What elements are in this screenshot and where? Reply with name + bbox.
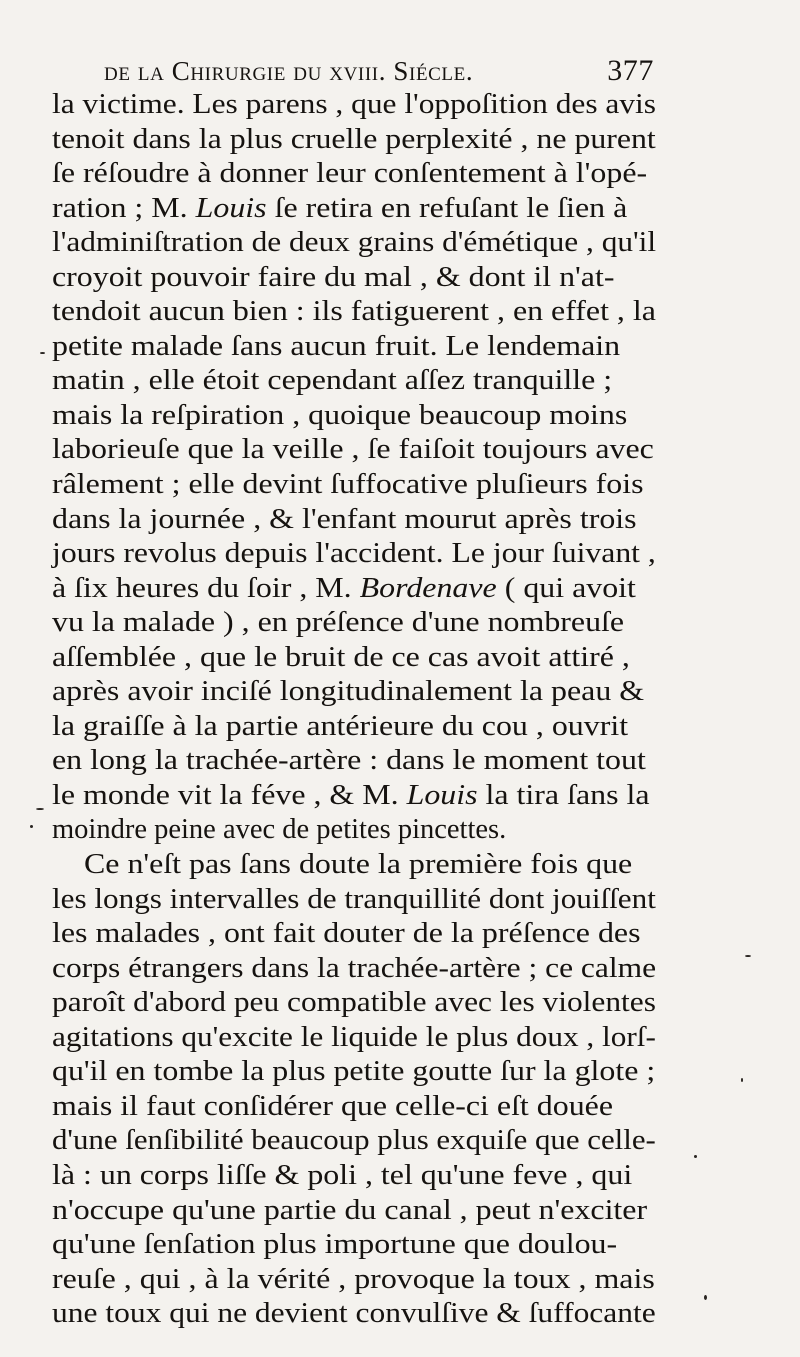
- text-line: Ce n'eſt pas ſans doute la première fois que: [84, 849, 633, 881]
- page-number: 377: [607, 54, 654, 87]
- paragraph-2: [52, 848, 662, 1332]
- text-line: matin , elle étoit cependant aſſez tranquille ;: [52, 365, 613, 397]
- paragraph-1: [52, 88, 662, 848]
- ink-speck: [694, 1155, 697, 1158]
- text-line: le monde vit la féve , & M. Louis la tira ſans la: [52, 779, 650, 811]
- text-line: petite malade ſans aucun fruit. Le lendemain: [52, 330, 621, 362]
- text-line: après avoir inciſé longitudinalement la peau &: [52, 676, 645, 708]
- text-line: en long la trachée-artère : dans le moment tout: [52, 745, 646, 777]
- text-line: l'adminiſtration de deux grains d'émétique , qu'il: [52, 227, 657, 259]
- ink-speck: [40, 352, 45, 354]
- text-line: mais la reſpiration , quoique beaucoup moins: [52, 399, 628, 431]
- text-line: ſe réſoudre à donner leur conſentement à l'opé-: [52, 158, 648, 190]
- text-line: corps étrangers dans la trachée-artère ; ce calme: [52, 952, 657, 984]
- text-line: une toux qui ne devient convulſive & ſuffocante: [52, 1298, 656, 1330]
- text-line: tendoit aucun bien : ils fatiguerent , en effet , la: [52, 296, 656, 328]
- text-line: là : un corps liſſe & poli , tel qu'une feve , qui: [52, 1159, 633, 1191]
- body-text: [52, 88, 662, 1332]
- text-line: reuſe , qui , à la vérité , provoque la toux , mais: [52, 1263, 655, 1295]
- text-line: ration ; M. Louis ſe retira en refuſant le ſien à: [52, 192, 628, 224]
- text-line: mais il faut conſidérer que celle-ci eſt douée: [52, 1090, 614, 1122]
- text-line: les longs intervalles de tranquillité dont jouiſſent: [52, 883, 656, 915]
- text-line: dans la journée , & l'enfant mourut après trois: [52, 503, 637, 535]
- text-line: qu'une ſenſation plus importune que doulou-: [52, 1229, 618, 1261]
- text-line: croyoit pouvoir faire du mal , & dont il n'at-: [52, 261, 615, 293]
- text-line: râlement ; elle devint ſuffocative pluſieurs fois: [52, 469, 644, 501]
- running-title: de la Chirurgie du xviii. Siécle.: [104, 56, 474, 86]
- text-line: laborieuſe que la veille , ſe faiſoit toujours avec: [52, 434, 654, 466]
- text-line: aſſemblée , que le bruit de ce cas avoit attiré ,: [52, 641, 630, 673]
- text-line: à ſix heures du ſoir , M. Bordenave ( qui avoit: [52, 572, 636, 604]
- ink-speck: [704, 1295, 707, 1300]
- text-line: la graiſſe à la partie antérieure du cou , ouvrit: [52, 710, 629, 742]
- text-line: qu'il en tombe la plus petite goutte ſur la glote ;: [52, 1056, 656, 1088]
- text-line: n'occupe qu'une partie du canal , peut n'exciter: [52, 1194, 648, 1226]
- text-line: jours revolus depuis l'accident. Le jour ſuivant ,: [52, 538, 656, 570]
- text-line: moindre peine avec de petites pincettes.: [52, 814, 507, 846]
- text-line: la victime. Les parens , que l'oppoſition des avis: [52, 89, 657, 120]
- ink-speck: [36, 808, 44, 810]
- page-header: [90, 52, 660, 92]
- ink-speck: [741, 1078, 743, 1082]
- text-line: paroît d'abord peu compatible avec les violentes: [52, 987, 656, 1019]
- ink-speck: [30, 825, 33, 828]
- ink-speck: [745, 955, 751, 957]
- text-line: agitations qu'excite le liquide le plus doux , lorſ-: [52, 1021, 656, 1053]
- text-line: d'une ſenſibilité beaucoup plus exquiſe que celle-: [52, 1125, 656, 1157]
- text-line: vu la malade ) , en préſence d'une nombreuſe: [52, 607, 625, 639]
- text-line: tenoit dans la plus cruelle perplexité , ne purent: [52, 123, 656, 155]
- text-line: les malades , ont fait douter de la préſence des: [52, 918, 641, 950]
